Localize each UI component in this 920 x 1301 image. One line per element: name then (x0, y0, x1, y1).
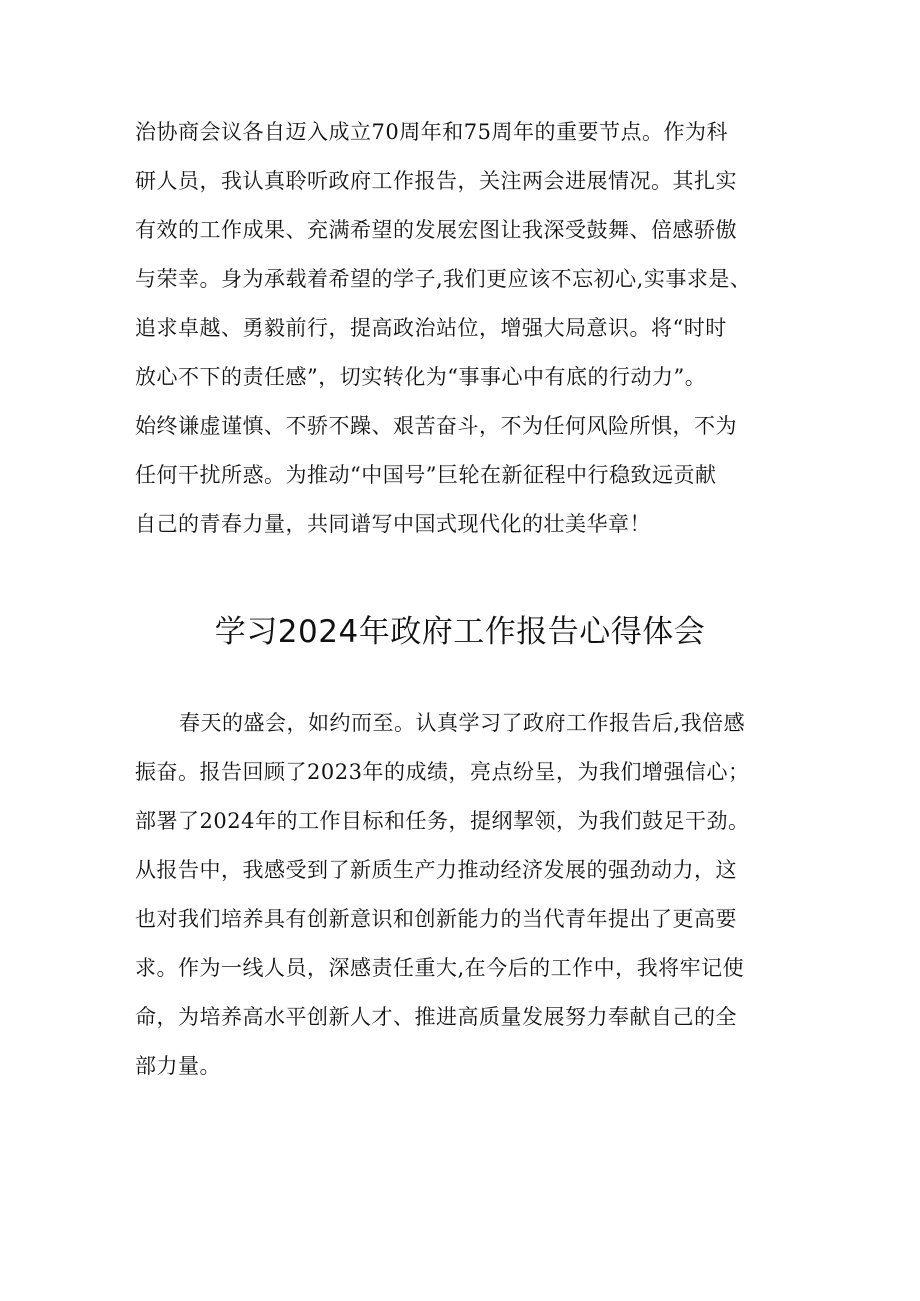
paragraph-line: 研人员，我认真聆听政府工作报告，关注两会进展情况。其扎实 (135, 169, 737, 193)
paragraph-line: 求。作为一线人员，深感责任重大,在今后的工作中，我将牢记使 (135, 956, 745, 980)
paragraph-line: 自己的青春力量，共同谱写中国式现代化的壮美华章！ (135, 512, 651, 536)
paragraph-line: 春天的盛会，如约而至。认真学习了政府工作报告后,我倍感 (179, 711, 746, 735)
paragraph-line: 振奋。报告回顾了2023年的成绩，亮点纷呈，为我们增强信心； (135, 760, 750, 784)
paragraph-line: 也对我们培养具有创新意识和创新能力的当代青年提出了更高要 (135, 907, 737, 931)
paragraph-line: 有效的工作成果、充满希望的发展宏图让我深受鼓舞、倍感骄傲 (135, 218, 737, 242)
paragraph-line: 始终谦虚谨慎、不骄不躁、艰苦奋斗，不为任何风险所惧，不为 (135, 414, 737, 438)
section-paragraph (135, 699, 795, 1091)
paragraph-line: 命，为培养高水平创新人才、推进高质量发展努力奉献自己的全 (135, 1005, 737, 1029)
paragraph-line: 部力量。 (135, 1054, 221, 1078)
section-title: 学习2024年政府工作报告心得体会 (214, 614, 706, 650)
paragraph-line: 部署了2024年的工作目标和任务，提纲挈领，为我们鼓足干劲。 (135, 809, 750, 833)
continued-paragraph (135, 108, 795, 549)
paragraph-line: 任何干扰所惑。为推动“中国号”巨轮在新征程中行稳致远贡献 (135, 463, 717, 487)
paragraph-line: 从报告中，我感受到了新质生产力推动经济发展的强劲动力，这 (135, 858, 737, 882)
paragraph-line: 放心不下的责任感”，切实转化为“事事心中有底的行动力”。 (135, 365, 707, 389)
paragraph-line: 追求卓越、勇毅前行，提高政治站位，增强大局意识。将“时时 (135, 316, 727, 340)
paragraph-line: 与荣幸。身为承载着希望的学子,我们更应该不忘初心,实事求是、 (135, 267, 752, 291)
paragraph-line: 治协商会议各自迈入成立70周年和75周年的重要节点。作为科 (135, 120, 728, 144)
